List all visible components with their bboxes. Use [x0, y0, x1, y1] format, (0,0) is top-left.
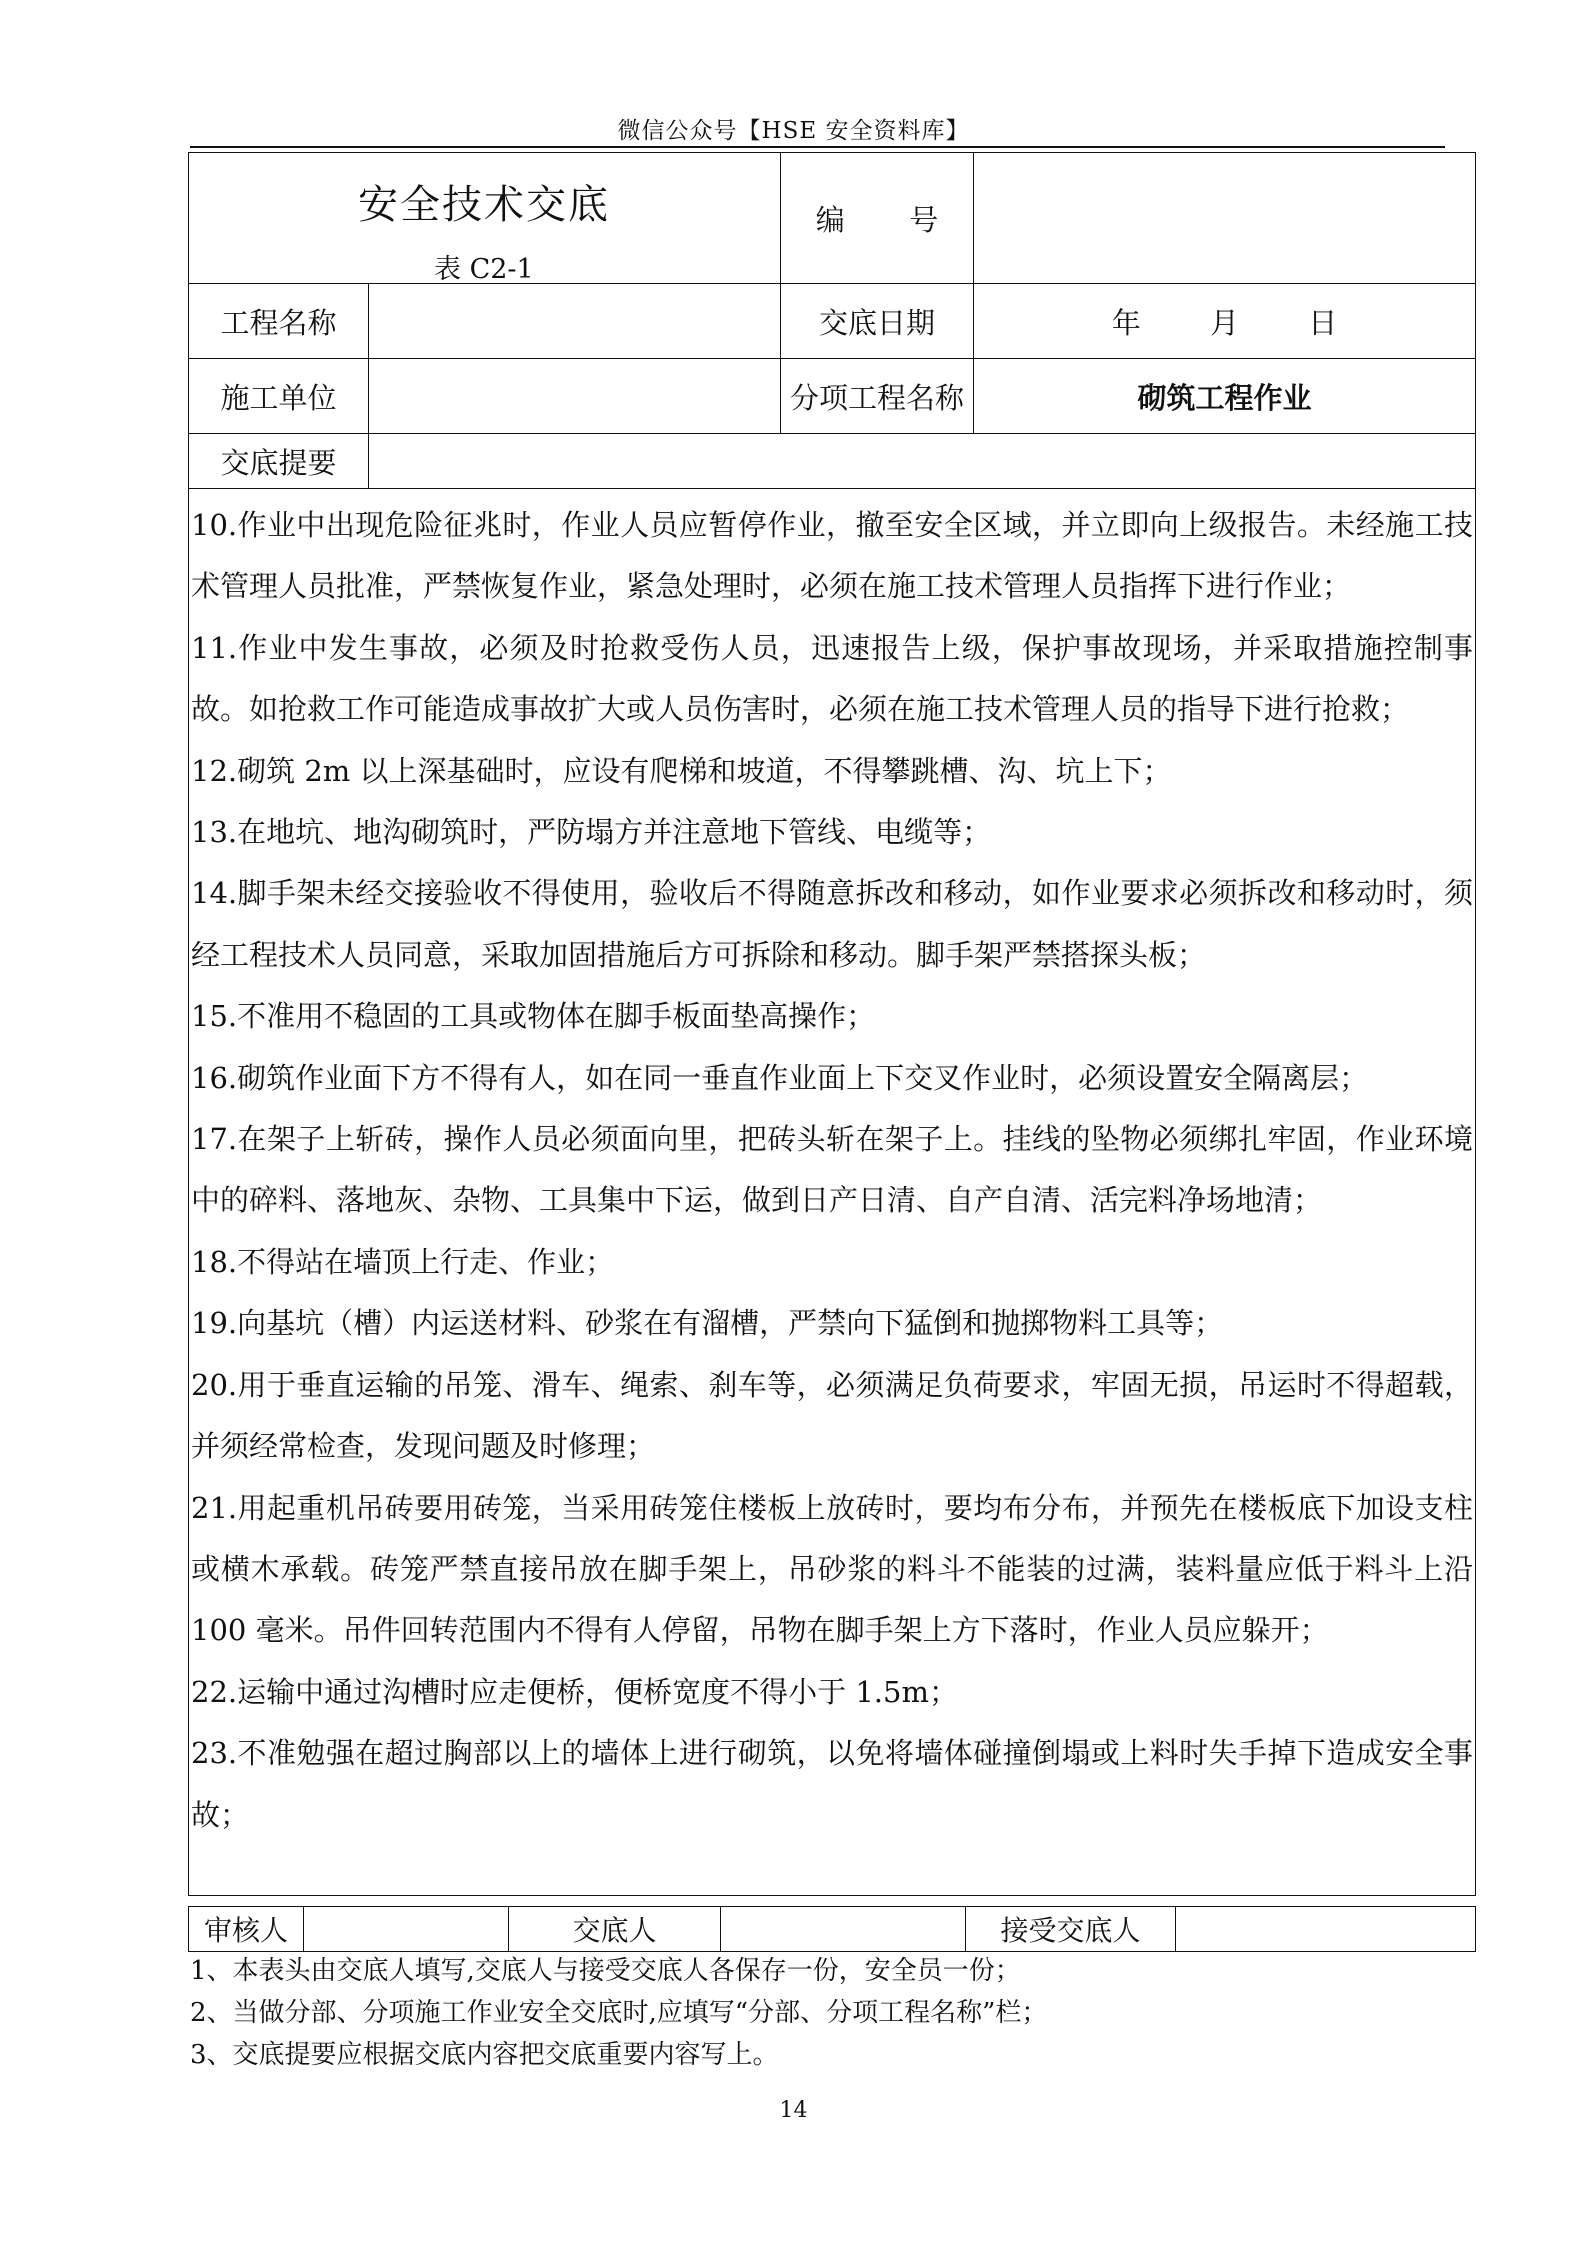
unit-value[interactable]	[369, 359, 781, 434]
date-month: 月	[1209, 305, 1239, 340]
date-year: 年	[1111, 305, 1141, 340]
number-label-cell	[781, 153, 974, 284]
subproject-label: 分项工程名称	[781, 359, 974, 434]
reviewer-label: 审核人	[189, 1907, 304, 1952]
content-item: 23.不准勉强在超过胸部以上的墙体上进行砌筑，以免将墙体碰撞倒塌或上料时失手掉下造成安全事故；	[191, 1736, 1473, 1832]
content-item: 18.不得站在墙顶上行走、作业；	[191, 1244, 615, 1279]
date-value[interactable]	[974, 284, 1476, 359]
content-item: 17.在架子上斩砖，操作人员必须面向里，把砖头斩在架子上。挂线的坠物必须绑扎牢固，作业环境中的碎料、落地灰、杂物、工具集中下运，做到日产日清、自产自清、活完料净场地清；	[191, 1122, 1473, 1218]
receiver-label: 接受交底人	[966, 1907, 1176, 1952]
note-item: 3、交底提要应根据交底内容把交底重要内容写上。	[190, 2040, 779, 2070]
form-notes	[190, 1950, 1480, 2076]
project-name-label: 工程名称	[189, 284, 369, 359]
unit-label: 施工单位	[189, 359, 369, 434]
page-number: 14	[779, 2098, 808, 2123]
safety-disclosure-form	[188, 152, 1476, 1896]
subproject-value[interactable]: 砌筑工程作业	[974, 359, 1476, 434]
summary-label: 交底提要	[189, 434, 369, 489]
header-rule	[190, 146, 1445, 148]
date-day: 日	[1308, 305, 1338, 340]
disclosure-content	[189, 489, 1476, 1896]
content-item: 20.用于垂直运输的吊笼、滑车、绳索、刹车等，必须满足负荷要求，牢固无损，吊运时不得超载，并须经常检查，发现问题及时修理；	[191, 1367, 1473, 1464]
receiver-signature[interactable]	[1176, 1907, 1476, 1952]
form-code: 表 C2-1	[434, 254, 534, 285]
document-title: 安全技术交底	[358, 182, 610, 228]
discloser-signature[interactable]	[721, 1907, 966, 1952]
content-item: 19.向基坑（槽）内运送材料、砂浆在有溜槽，严禁向下猛倒和抛掷物料工具等；	[191, 1306, 1224, 1341]
note-item: 2、当做分部、分项施工作业安全交底时,应填写“分部、分项工程名称”栏；	[190, 1998, 1048, 2028]
content-item: 15.不准用不稳固的工具或物体在脚手板面垫高操作；	[191, 999, 876, 1034]
reviewer-signature[interactable]	[304, 1907, 509, 1952]
title-cell	[189, 153, 781, 284]
content-item: 21.用起重机吊砖要用砖笼，当采用砖笼住楼板上放砖时，要均布分布，并预先在楼板底下加设支柱或横木承载。砖笼严禁直接吊放在脚手架上，吊砂浆的料斗不能装的过满，装料量应低于料斗上沿 100 毫米。吊件回转范围内不得有人停留，吊物在脚手架上方下落时，作业人员应躲开；	[191, 1490, 1473, 1648]
content-item: 14.脚手架未经交接验收不得使用，验收后不得随意拆改和移动，如作业要求必须拆改和移动时，须经工程技术人员同意，采取加固措施后方可拆除和移动。脚手架严禁搭探头板；	[191, 876, 1473, 972]
content-item: 12.砌筑 2m 以上深基础时，应设有爬梯和坡道，不得攀跳槽、沟、坑上下；	[191, 753, 1172, 788]
content-item: 16.砌筑作业面下方不得有人，如在同一垂直作业面上下交叉作业时，必须设置安全隔离层；	[191, 1060, 1369, 1095]
signature-row	[188, 1906, 1476, 1952]
project-name-value[interactable]	[369, 284, 781, 359]
note-item: 1、本表头由交底人填写,交底人与接受交底人各保存一份，安全员一份；	[190, 1956, 1021, 1986]
content-item: 22.运输中通过沟槽时应走便桥，便桥宽度不得小于 1.5m；	[191, 1674, 958, 1709]
discloser-label: 交底人	[509, 1907, 721, 1952]
content-item: 13.在地坑、地沟砌筑时，严防塌方并注意地下管线、电缆等；	[191, 815, 992, 850]
summary-value[interactable]	[369, 434, 1476, 489]
date-label: 交底日期	[781, 284, 974, 359]
number-value[interactable]	[974, 153, 1476, 284]
content-item: 11.作业中发生事故，必须及时抢救受伤人员，迅速报告上级，保护事故现场，并采取措施控制事故。如抢救工作可能造成事故扩大或人员伤害时，必须在施工技术管理人员的指导下进行抢救；	[191, 630, 1473, 727]
content-item: 10.作业中出现危险征兆时，作业人员应暂停作业，撤至安全区域，并立即向上级报告。未经施工技术管理人员批准，严禁恢复作业，紧急处理时，必须在施工技术管理人员指挥下进行作业；	[191, 508, 1473, 604]
number-label: 编 号	[815, 202, 939, 237]
page-header: 微信公众号【HSE 安全资料库】	[617, 118, 970, 144]
